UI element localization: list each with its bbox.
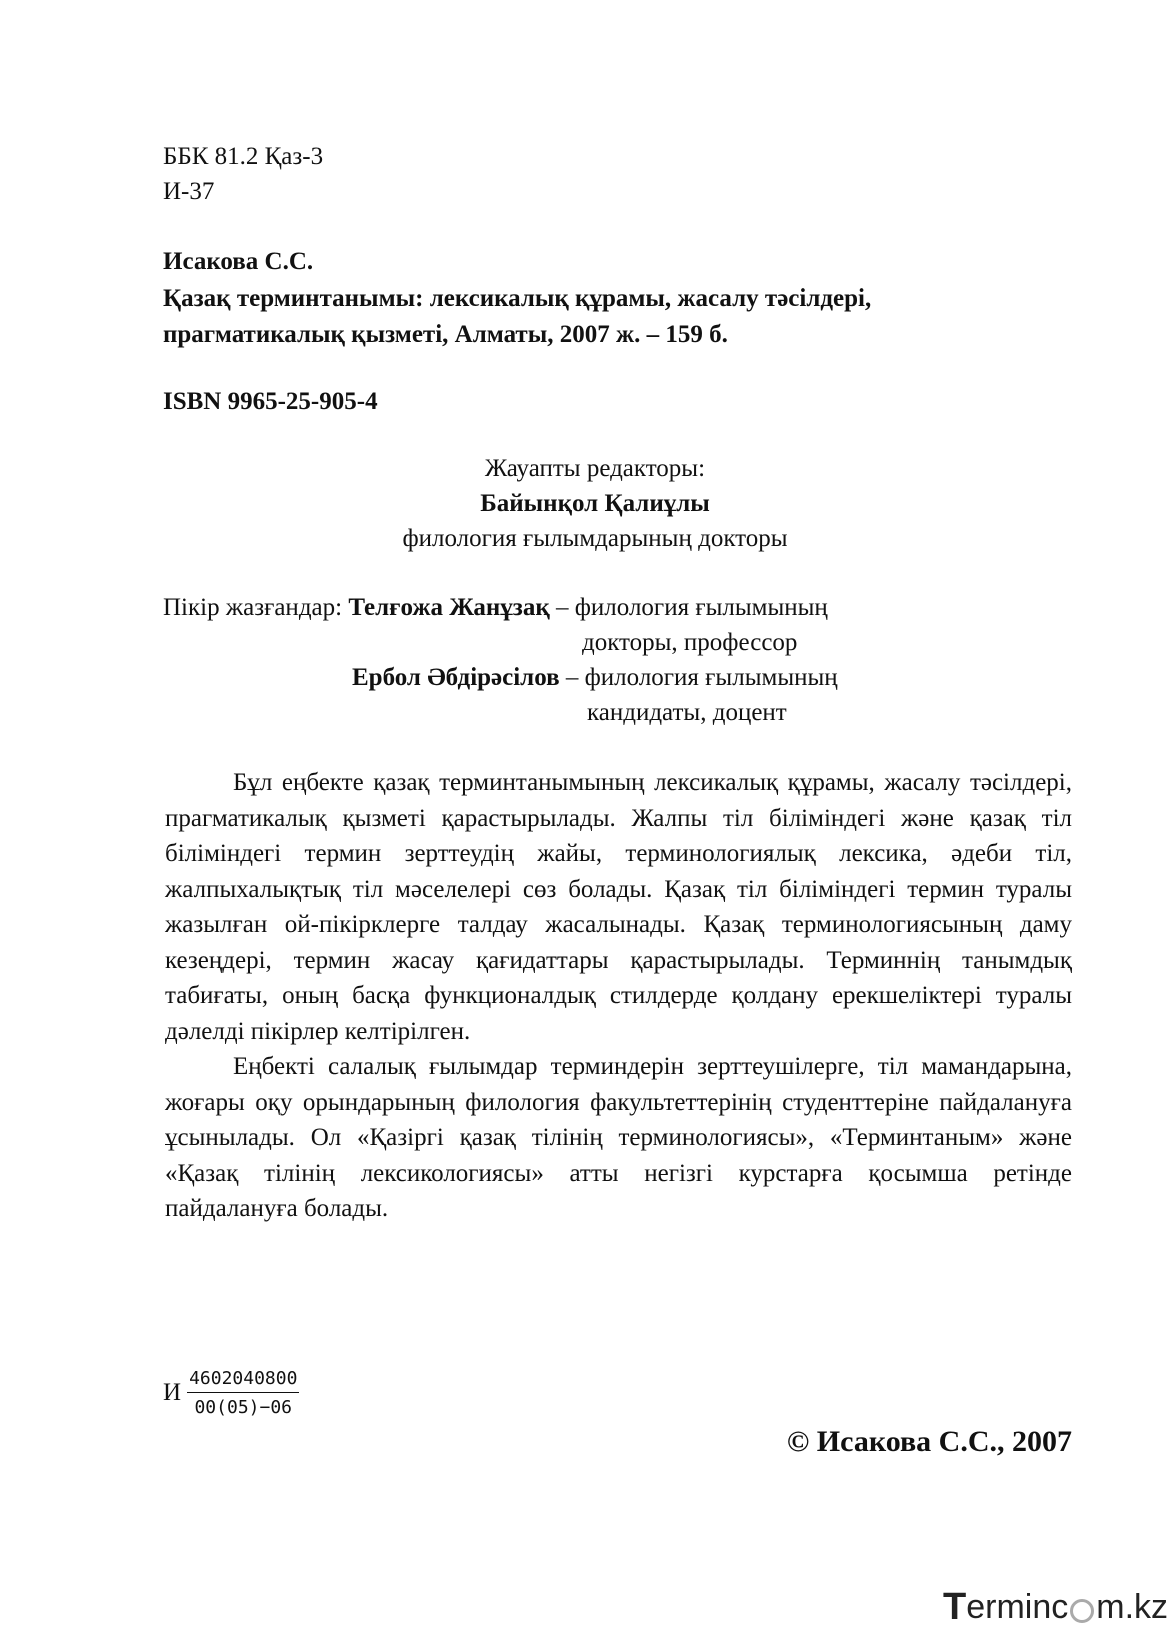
book-title-line1: Қазақ терминтанымы: лексикалық құрамы, жасалу тәсілдері, bbox=[163, 285, 872, 312]
book-title-line2: прагматикалық қызметі, Алматы, 2007 ж. – 159 б. bbox=[163, 321, 728, 348]
reviewer-2-title-cont: кандидаты, доцент bbox=[587, 699, 787, 726]
reviewer-2-name: Ербол Әбдірәсілов bbox=[352, 664, 560, 691]
index-fraction bbox=[187, 1368, 299, 1418]
reviewers-row-1 bbox=[163, 591, 828, 625]
reviewer-1-name: Телғожа Жанұзақ bbox=[348, 594, 550, 621]
index-numerator: 4602040800 bbox=[187, 1368, 299, 1393]
magnifier-icon bbox=[1070, 1599, 1094, 1623]
index-code bbox=[163, 1368, 299, 1418]
index-denominator: 00(05)−06 bbox=[194, 1397, 293, 1418]
reviewers-row-2 bbox=[352, 661, 838, 695]
editor-name: Байынқол Қалиұлы bbox=[480, 490, 710, 517]
abstract-text-2: Еңбекті салалық ғылымдар терминдерін зерттеушілерге, тіл мамандарына, жоғары оқу орындарының филология факультеттерінің студенттеріне пайдалануға ұсынылады. Ол «Қазіргі қазақ тілінің терминологиясы», «Терминтаным» және «Қазақ тілінің лексикологиясы» атты негізгі курстарға қосымша ретінде пайдалануға болады. bbox=[165, 1053, 1072, 1222]
editor-degree: филология ғылымдарының докторы bbox=[402, 525, 788, 552]
reviewers-label: Пікір жазғандар: bbox=[163, 594, 343, 621]
logo-text-middle: erminc bbox=[966, 1588, 1069, 1626]
editor-label: Жауапты редакторы: bbox=[484, 455, 706, 482]
logo-text-end: m.kz bbox=[1096, 1588, 1168, 1626]
logo-t: T bbox=[943, 1586, 967, 1628]
abstract-paragraph-1 bbox=[165, 765, 1072, 1049]
isbn: ISBN 9965-25-905-4 bbox=[163, 388, 378, 415]
bbk-code: ББК 81.2 Қаз-3 bbox=[163, 143, 324, 170]
reviewer-1-title: – филология ғылымының bbox=[555, 594, 828, 621]
author-code: И-37 bbox=[163, 178, 215, 205]
reviewer-1-title-cont: докторы, профессор bbox=[582, 629, 798, 656]
reviewer-2-title: – филология ғылымының bbox=[565, 664, 838, 691]
termincom-logo bbox=[943, 1586, 1168, 1629]
author-name: Исакова С.С. bbox=[163, 248, 314, 275]
abstract-paragraph-2 bbox=[165, 1049, 1072, 1227]
index-letter: И bbox=[163, 1379, 182, 1406]
abstract-text-1: Бұл еңбекте қазақ терминтанымының лексикалық құрамы, жасалу тәсілдері, прагматикалық қызметі қарастырылады. Жалпы тіл біліміндегі және қазақ тіл біліміндегі термин зерттеудің жайы, терминологиялық лексика, әдеби тіл, жалпыхалықтық тіл мәселелері сөз болады. Қазақ тіл біліміндегі термин туралы жазылған ой-пікірклерге талдау жасалынады. Қазақ терминологиясының даму кезеңдері, термин жасау қағидаттары қарастырылады. Терминнің танымдық табиғаты, оның басқа функционалдық стилдерде қолдану ерекшеліктері туралы дәлелді пікірлер келтірілген. bbox=[165, 769, 1072, 1045]
copyright: © Исакова С.С., 2007 bbox=[786, 1425, 1072, 1458]
